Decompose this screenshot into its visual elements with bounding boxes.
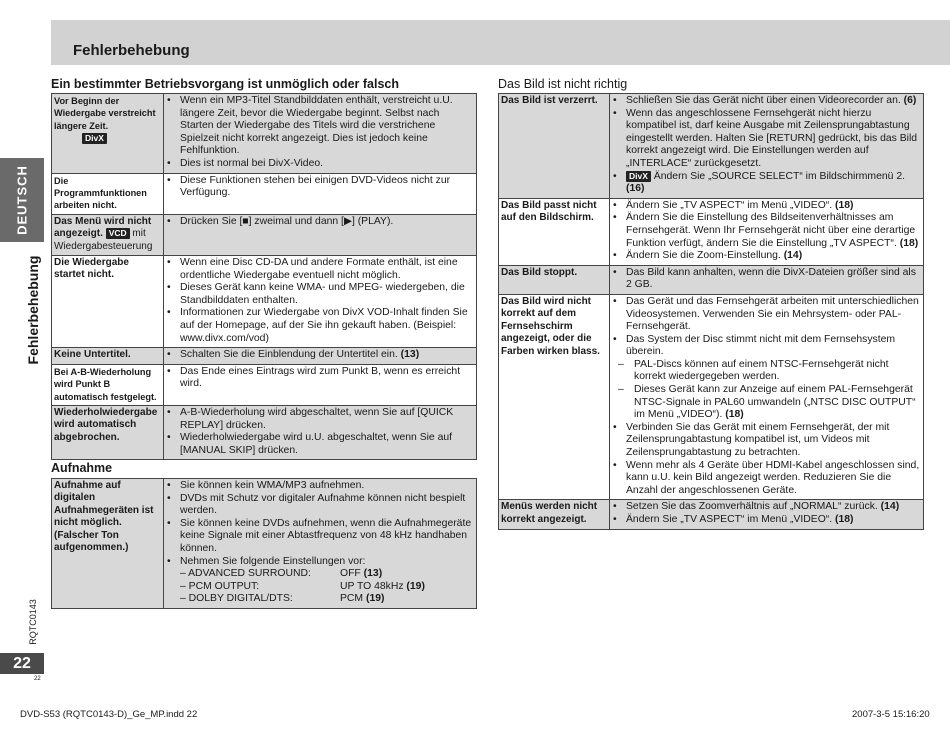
answer: • Sie können kein WMA/MP3 aufnehmen. bbox=[166, 480, 474, 493]
page-ref: (13) bbox=[400, 349, 420, 361]
answer: • Wenn ein MP3-Titel Standbilddaten enthält, verstreicht u.U. längere Zeit, bevor die Wiedergabe beginnt. Selbst nach Starten der Wiedergabe des Titels wird die verstrichene Spielzeit nicht korrekt angezeigt. Dies ist jedoch keine Fehlfunktion. bbox=[166, 95, 474, 158]
page-title: Fehlerbehebung bbox=[73, 42, 190, 59]
table-row bbox=[52, 479, 477, 609]
answer: Schalten Sie die Einblendung der Untertitel ein. bbox=[180, 349, 398, 361]
page-ref: (18) bbox=[835, 514, 854, 525]
question: Die Programmfunktionen arbeiten nicht. bbox=[52, 173, 164, 214]
right-heading: Das Bild ist nicht richtig bbox=[498, 77, 628, 91]
table-row bbox=[52, 348, 477, 365]
divx-badge: DivX bbox=[82, 133, 107, 144]
doc-code: RQTC0143 bbox=[28, 599, 38, 645]
answer: • Das Bild kann anhalten, wenn die DivX-Dateien größer sind als 2 GB. bbox=[612, 267, 921, 292]
question: Bei A-B-Wiederholung wird Punkt B automatisch festgelegt. bbox=[52, 364, 164, 405]
table-row bbox=[499, 294, 924, 500]
answer: • A-B-Wiederholung wird abgeschaltet, wenn Sie auf [QUICK REPLAY] drücken. bbox=[166, 407, 474, 432]
answer: Ändern Sie „TV ASPECT“ im Menü „VIDEO“. bbox=[626, 199, 833, 211]
table-row bbox=[499, 198, 924, 265]
footer-date: 2007-3-5 15:16:20 bbox=[852, 709, 930, 720]
answer: Ändern Sie „TV ASPECT“ im Menü „VIDEO“. bbox=[626, 514, 833, 525]
question: Keine Untertitel. bbox=[52, 348, 164, 365]
page-ref: (18) bbox=[725, 409, 744, 421]
setting-row: – DOLBY DIGITAL/DTS: PCM (19) bbox=[180, 593, 385, 605]
right-table bbox=[498, 93, 924, 530]
answer: • Diese Funktionen stehen bei einigen DVD-Videos nicht zur Verfügung. bbox=[166, 175, 474, 200]
question: Das Bild stoppt. bbox=[499, 265, 610, 294]
table-row bbox=[52, 94, 477, 174]
page-ref: (18) bbox=[835, 199, 854, 211]
answer: Ändern Sie „SOURCE SELECT“ im Bildschirmmenü 2. bbox=[653, 170, 905, 182]
answer-sub: – PAL-Discs können auf einem NTSC-Fernsehgerät nicht korrekt wiedergegeben werden. bbox=[612, 359, 921, 384]
answer: • Das System der Disc stimmt nicht mit dem Fernsehsystem überein. bbox=[612, 334, 921, 359]
question: Das Bild wird nicht korrekt auf dem Fernsehschirm angezeigt, oder die Farben wirken blass. bbox=[499, 294, 610, 500]
page-number: 22 bbox=[0, 653, 44, 674]
question: Vor Beginn der Wiedergabe verstreicht längere Zeit. bbox=[54, 96, 156, 131]
answer: Ändern Sie die Zoom-Einstellung. bbox=[626, 250, 781, 262]
recording-table bbox=[51, 478, 477, 609]
page-ref: (16) bbox=[626, 183, 645, 195]
answer: • Nehmen Sie folgende Einstellungen vor: bbox=[166, 556, 474, 569]
page-ref: (6) bbox=[903, 95, 917, 106]
answer: Schließen Sie das Gerät nicht über einen Videorecorder an. bbox=[626, 95, 901, 106]
question: Aufnahme auf digitalen Aufnahmegeräten ist nicht möglich. (Falscher Ton aufgenommen.) bbox=[52, 479, 164, 609]
answer: • Dies ist normal bei DivX-Video. bbox=[166, 158, 474, 171]
question: Das Bild passt nicht auf den Bildschirm. bbox=[499, 198, 610, 265]
language-tab bbox=[0, 158, 44, 242]
answer-sub: Dieses Gerät kann zur Anzeige auf einem PAL-Fernsehgerät NTSC-Signale in PAL60 umwandeln („NTSC DISC OUTPUT“ im Menü „VIDEO“). bbox=[634, 384, 916, 421]
left-table bbox=[51, 93, 477, 460]
table-row bbox=[52, 214, 477, 255]
question: Wiederholwiedergabe wird automatisch abgebrochen. bbox=[52, 405, 164, 459]
answer: • Wenn mehr als 4 Geräte über HDMI-Kabel angeschlossen sind, kann u.U. kein Bild angezeigt werden. Reduzieren Sie die Anzahl der angeschlossenen Geräte. bbox=[612, 460, 921, 498]
divx-badge: DivX bbox=[626, 171, 651, 182]
answer: • Wiederholwiedergabe wird u.U. abgeschaltet, wenn Sie auf [MANUAL SKIP] drücken. bbox=[166, 432, 474, 457]
question: Menüs werden nicht korrekt angezeigt. bbox=[499, 500, 610, 529]
answer: • Das Ende eines Eintrags wird zum Punkt B, wenn es erreicht wird. bbox=[166, 366, 474, 391]
answer: • Verbinden Sie das Gerät mit einem Fernsehgerät, der mit Zeilensprungabtastung kompatibel ist, um Videos mit Zeilensprungabtastung zu betrachten. bbox=[612, 422, 921, 460]
table-row bbox=[499, 500, 924, 529]
answer: • Das Gerät und das Fernsehgerät arbeiten mit unterschiedlichen Videosystemen. Verwenden Sie ein Mehrsystem- oder PAL-Fernsehgerät. bbox=[612, 296, 921, 334]
answer: Setzen Sie das Zoomverhältnis auf „NORMAL“ zurück. bbox=[626, 501, 878, 513]
header-bar bbox=[51, 20, 950, 65]
setting-row: – ADVANCED SURROUND: OFF (13) bbox=[180, 568, 383, 580]
section-label: Fehlerbehebung bbox=[25, 255, 41, 365]
table-row bbox=[52, 173, 477, 214]
table-row bbox=[52, 405, 477, 459]
answer: • Drücken Sie [■] zweimal und dann [▶] (PLAY). bbox=[166, 216, 474, 229]
page-ref: (14) bbox=[783, 250, 803, 262]
answer: • DVDs mit Schutz vor digitaler Aufnahme können nicht bespielt werden. bbox=[166, 493, 474, 518]
answer: Ändern Sie die Einstellung des Bildseitenverhältnisses am Fernsehgerät. Wenn Ihr Fernsehgerät nicht über eine derartige Funktion verfügt, ändern Sie die Einstellung „TV ASPECT“. bbox=[626, 212, 916, 249]
recording-heading: Aufnahme bbox=[51, 461, 113, 475]
page-ref: (14) bbox=[880, 501, 900, 513]
footer-file: DVD-S53 (RQTC0143-D)_Ge_MP.indd 22 bbox=[20, 709, 198, 720]
setting-row: – PCM OUTPUT: UP TO 48kHz (19) bbox=[180, 580, 425, 592]
answer: • Dieses Gerät kann keine WMA- und MPEG- wiedergeben, die Standbilddaten enthalten. bbox=[166, 282, 474, 307]
page-number-small: 22 bbox=[34, 676, 41, 682]
vcd-badge: VCD bbox=[106, 228, 130, 239]
page-ref: (18) bbox=[899, 237, 919, 249]
table-row bbox=[52, 364, 477, 405]
language-tab-label: DEUTSCH bbox=[14, 165, 30, 235]
answer: • Wenn das angeschlossene Fernsehgerät nicht hierzu kompatibel ist, darf keine Ausgabe mit Zeilensprungabtastung eingestellt werden. Halten Sie [RETURN] gedrückt, bis das Bild korrekt angezeigt wird. Die Einstellungen werden auf „INTERLACE“ zurückgesetzt. bbox=[612, 108, 921, 171]
left-heading: Ein bestimmter Betriebsvorgang ist unmöglich oder falsch bbox=[51, 77, 399, 91]
answer: • Wenn eine Disc CD-DA und andere Formate enthält, ist eine ordentliche Wiedergabe eventuell nicht möglich. bbox=[166, 257, 474, 282]
table-row bbox=[499, 94, 924, 199]
answer: • Informationen zur Wiedergabe von DivX VOD-Inhalt finden Sie auf der Homepage, auf der Sie ihn gekauft haben. (Beispiel: www.divx.com/vod) bbox=[166, 307, 474, 345]
table-row bbox=[52, 256, 477, 348]
question-detail: mit Wiedergabesteuerung bbox=[54, 228, 153, 252]
question: Das Menü wird nicht angezeigt. bbox=[54, 215, 152, 240]
question: Das Bild ist verzerrt. bbox=[499, 94, 610, 199]
question: Die Wiedergabe startet nicht. bbox=[52, 256, 164, 348]
table-row bbox=[499, 265, 924, 294]
answer: • Sie können keine DVDs aufnehmen, wenn die Aufnahmegeräte keine Signale mit einer Abtastfrequenz von 48 kHz handhaben können. bbox=[166, 518, 474, 556]
